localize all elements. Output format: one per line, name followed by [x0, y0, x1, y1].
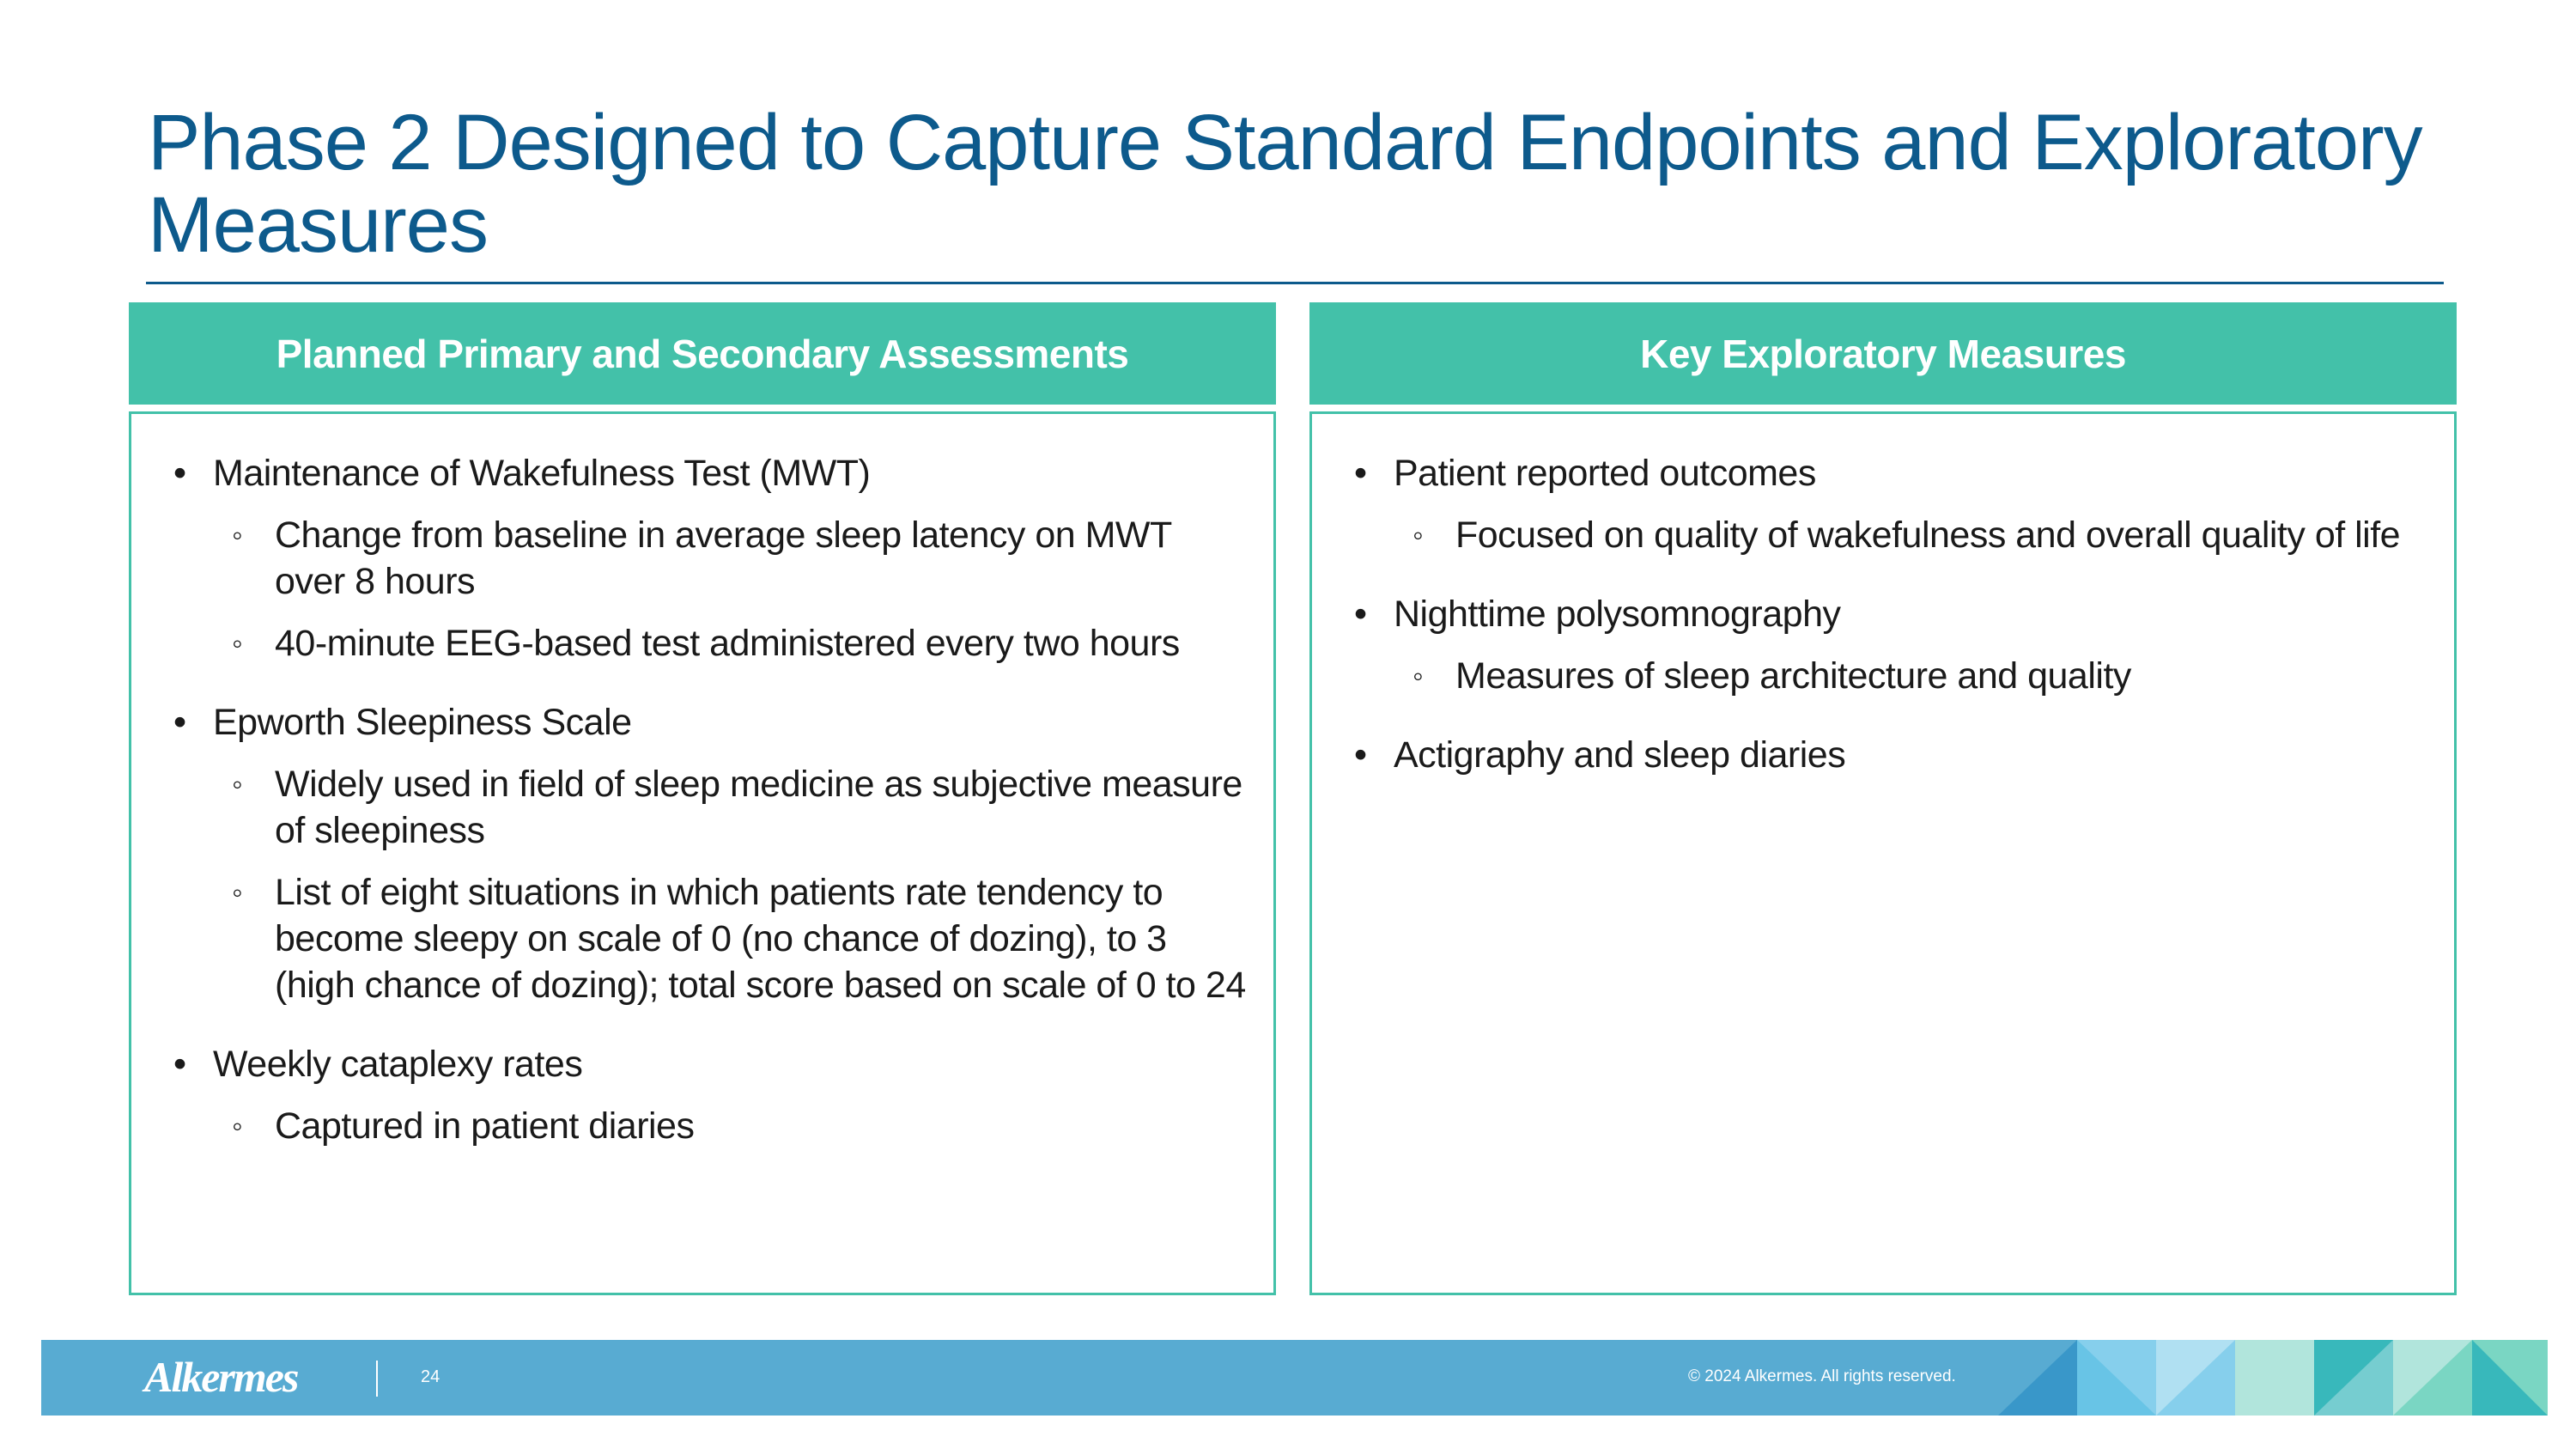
bullet-item: [170, 1041, 1248, 1149]
sub-bullet-item: ◦ Measures of sleep architecture and quality: [1394, 653, 2428, 699]
copyright: © 2024 Alkermes. All rights reserved.: [1688, 1367, 1956, 1385]
sub-bullet-item: ◦ Captured in patient diaries: [213, 1103, 1248, 1149]
left-panel-header: Planned Primary and Secondary Assessments: [129, 302, 1276, 405]
sub-bullet-item: ◦ List of eight situations in which patients rate tendency to become sleepy on scale of 0 (no chance of dozing), to 3 (high chance of dozing); total score based on scale of 0 to 24: [213, 869, 1248, 1008]
sub-bullet-item: ◦ Change from baseline in average sleep latency on MWT over 8 hours: [213, 512, 1248, 605]
bullet-item: [1351, 732, 2428, 778]
right-bullet-list: [1351, 450, 2428, 778]
bullet-text: • Weekly cataplexy rates: [213, 1041, 1248, 1087]
sub-bullet-item: ◦ Widely used in field of sleep medicine as subjective measure of sleepiness: [213, 761, 1248, 854]
bullet-text: • Actigraphy and sleep diaries: [1394, 732, 2428, 778]
slide-title: Phase 2 Designed to Capture Standard Endpoints and Exploratory Measures: [148, 99, 2422, 269]
decorative-triangles: [1998, 1340, 2548, 1416]
footer-bar: [41, 1340, 2548, 1416]
title-divider: [146, 282, 2444, 284]
sub-bullet-item: ◦ Focused on quality of wakefulness and overall quality of life: [1394, 512, 2428, 558]
bullet-item: [170, 699, 1248, 1008]
bullet-item: [1351, 450, 2428, 558]
page-number: 24: [421, 1367, 440, 1386]
bullet-text: • Epworth Sleepiness Scale: [213, 699, 1248, 746]
bullet-item: [1351, 591, 2428, 699]
bullet-text: • Maintenance of Wakefulness Test (MWT): [213, 450, 1248, 496]
bullet-text: • Nighttime polysomnography: [1394, 591, 2428, 637]
bullet-item: [170, 450, 1248, 667]
sub-bullet-item: ◦ 40-minute EEG-based test administered every two hours: [213, 620, 1248, 667]
alkermes-logo: Alkermes: [144, 1353, 298, 1401]
left-bullet-list: [170, 450, 1248, 1149]
footer-separator: [376, 1361, 378, 1397]
left-panel: [129, 411, 1276, 1295]
right-panel: [1309, 411, 2457, 1295]
bullet-text: • Patient reported outcomes: [1394, 450, 2428, 496]
right-panel-header: Key Exploratory Measures: [1309, 302, 2457, 405]
